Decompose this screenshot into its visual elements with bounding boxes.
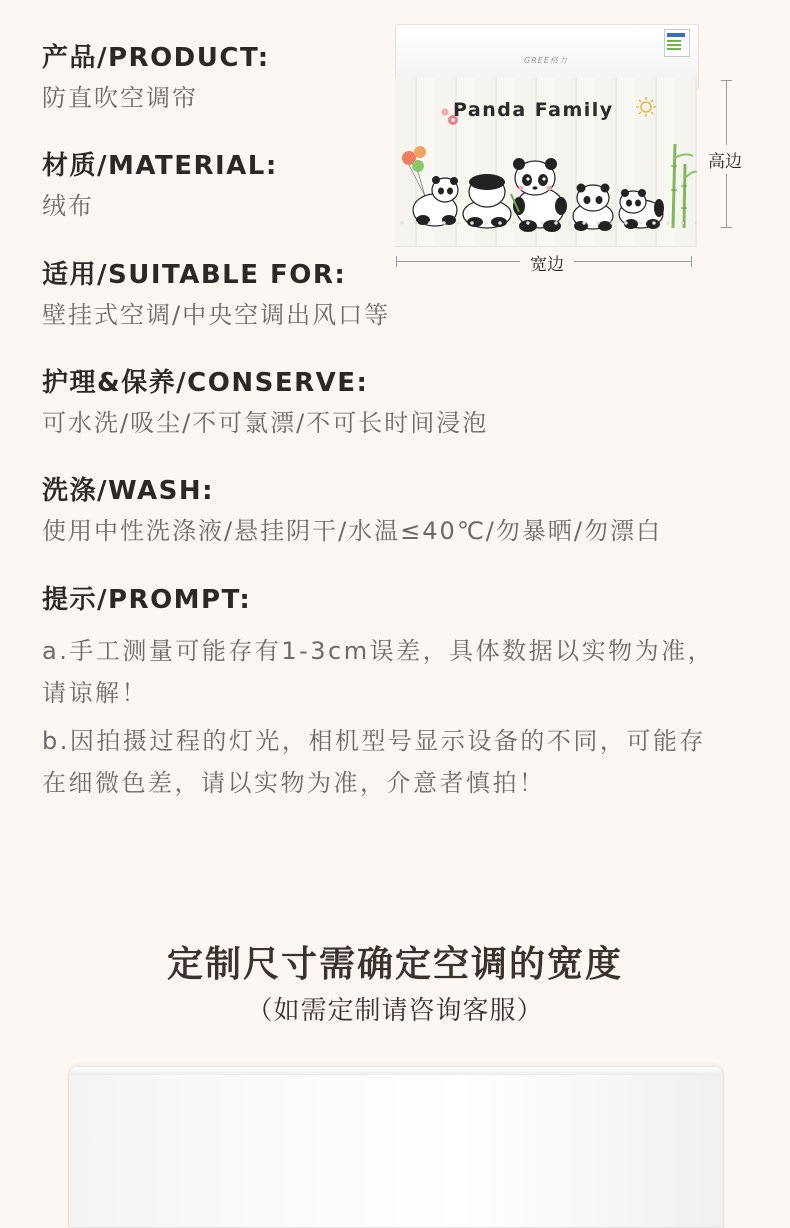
spec-wash: [42, 474, 662, 548]
height-dimension-cap-top: [721, 80, 732, 81]
spec-value: 防直吹空调帘: [42, 84, 198, 112]
product-image: [395, 24, 697, 230]
spec-product: [42, 41, 270, 115]
spec-suitable-for: [42, 258, 390, 332]
spec-heading: 适用/SUITABLE FOR:: [42, 260, 347, 290]
width-label: 宽边: [520, 250, 574, 275]
spec-heading: 产品/PRODUCT:: [42, 43, 270, 73]
prompt-note-b: b.因拍摄过程的灯光，相机型号显示设备的不同，可能存在细微色差，请以实物为准，介意者慎拍！: [42, 727, 706, 797]
spec-value: 壁挂式空调/中央空调出风口等: [42, 301, 391, 329]
section-title: 定制尺寸需确定空调的宽度: [166, 944, 623, 985]
prompt-note-a: a.手工测量可能存有1-3cm误差，具体数据以实物为准，请谅解！: [42, 637, 715, 707]
height-label: 高边: [708, 145, 742, 174]
width-dimension-cap-left: [396, 256, 397, 267]
spec-heading: 材质/MATERIAL:: [42, 151, 278, 181]
spec-conserve: [42, 366, 488, 440]
section-subtitle: （如需定制请咨询客服）: [246, 996, 544, 1026]
energy-label-icon: [664, 29, 690, 57]
curtain-fringe: [395, 220, 697, 226]
sun-icon: [635, 96, 657, 118]
curtain-title: Panda Family: [453, 99, 614, 121]
spec-prompt: [42, 583, 251, 617]
spec-heading: 提示/PROMPT:: [42, 585, 252, 615]
spec-value: 使用中性洗涤液/悬挂阴干/水温≤40℃/勿暴晒/勿漂白: [42, 517, 662, 545]
air-conditioner-image: [68, 1066, 724, 1228]
spec-heading: 洗涤/WASH:: [42, 476, 215, 506]
spec-material: [42, 149, 278, 223]
width-dimension-cap-right: [691, 256, 692, 267]
spec-value: 可水洗/吸尘/不可氯漂/不可长时间浸泡: [42, 409, 489, 437]
spec-value: 绒布: [42, 192, 94, 220]
height-dimension-cap-bottom: [721, 227, 732, 228]
ac-brand-logo: GREE格力: [524, 56, 568, 65]
spec-heading: 护理&保养/CONSERVE:: [42, 368, 369, 398]
